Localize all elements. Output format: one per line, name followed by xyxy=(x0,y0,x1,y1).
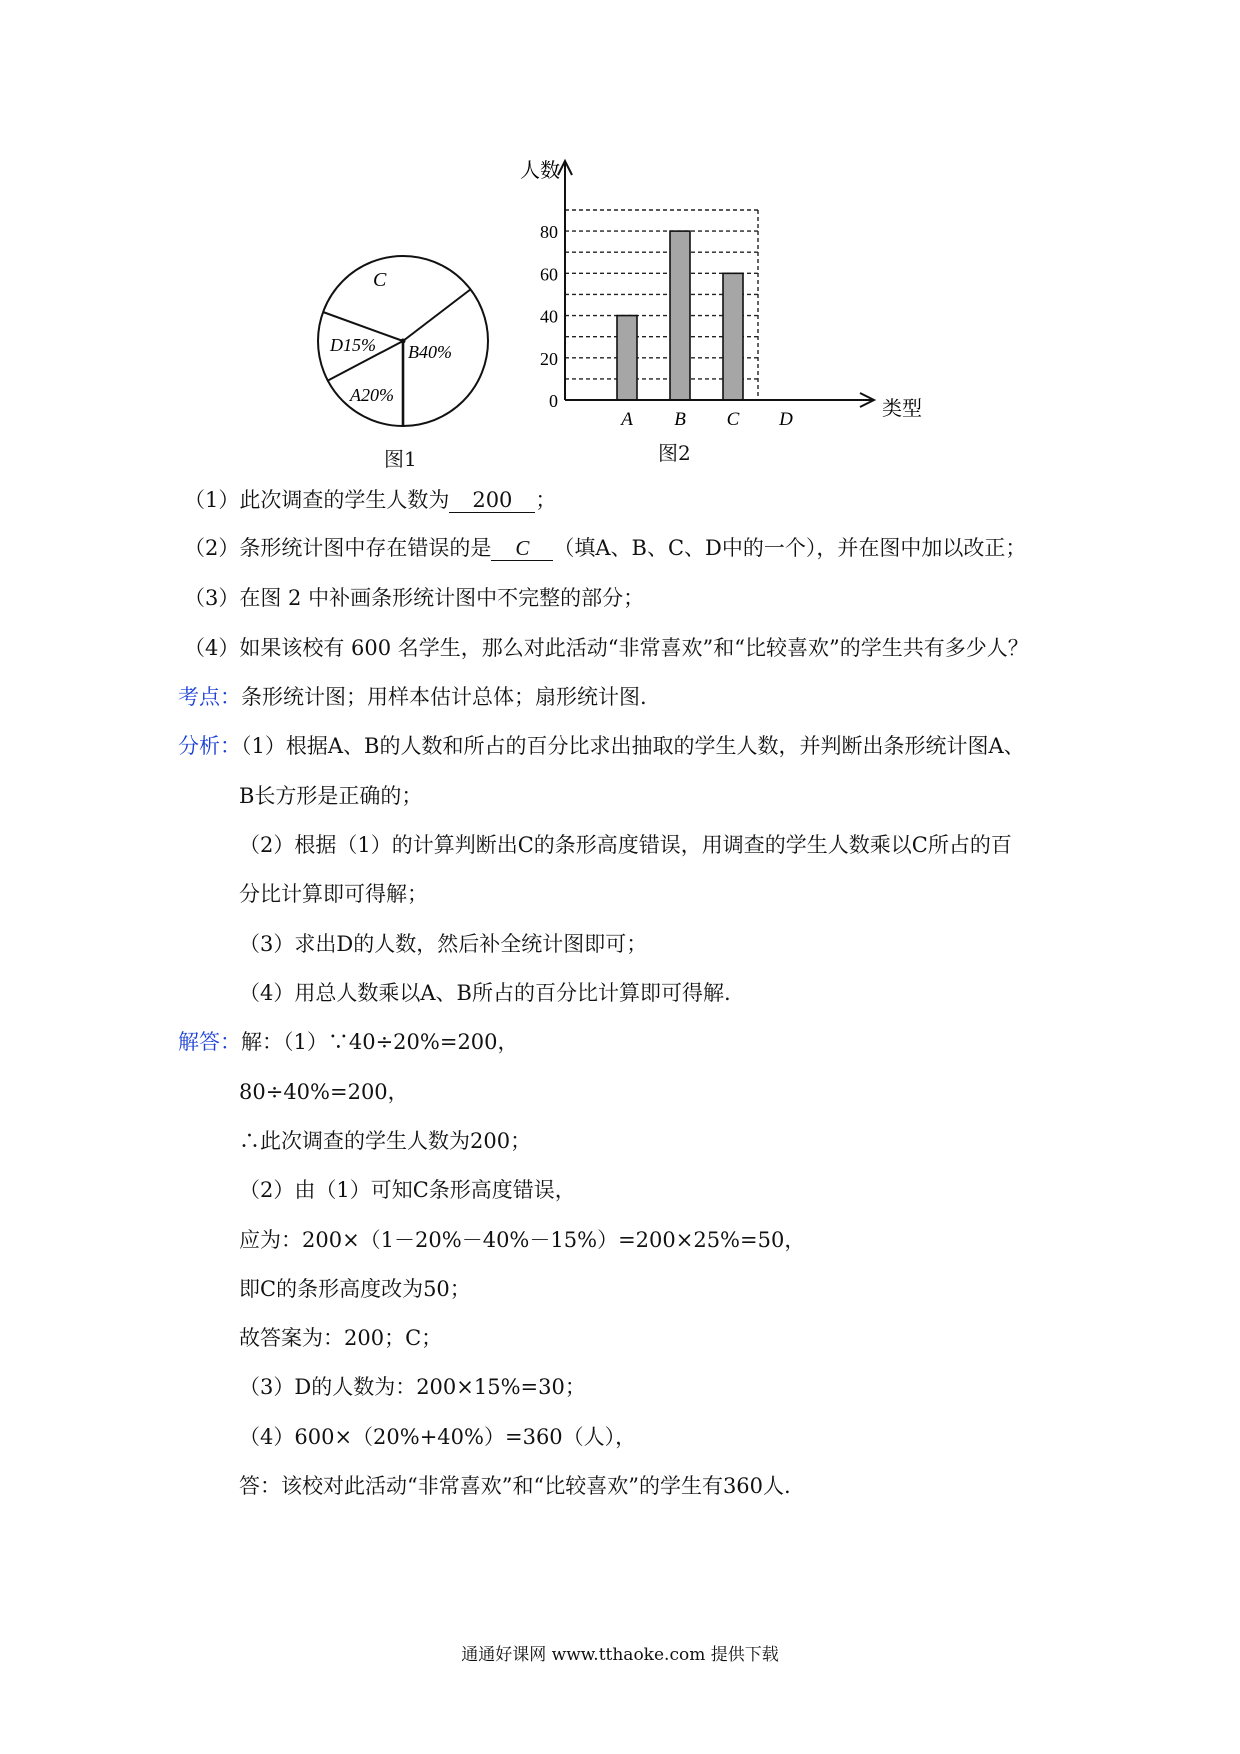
fenxi-line-3: （2）根据（1）的计算判断出C的条形高度错误，用调查的学生人数乘以C所占的百 xyxy=(239,833,1012,857)
pie-label-c: C xyxy=(373,269,387,291)
fenxi-line-2: B长方形是正确的； xyxy=(239,784,423,808)
figure1-caption: 图1 xyxy=(384,447,417,471)
fenxi-line-5: （3）求出D的人数，然后补全统计图即可； xyxy=(239,932,648,956)
x-category-label: C xyxy=(726,409,740,430)
answer-blank-2: C xyxy=(491,536,553,561)
jieda-line-6: 即C的条形高度改为50； xyxy=(239,1277,471,1301)
bar-chart-ylabel: 人数 xyxy=(520,160,560,182)
kaodian-label: 考点： xyxy=(178,685,241,709)
footer: 通通好课网 www.tthaoke.com 提供下载 xyxy=(461,1645,779,1665)
jieda-line-7: 故答案为：200；C； xyxy=(239,1326,443,1350)
pie-label-d: D15% xyxy=(330,335,376,355)
bar-chart xyxy=(520,155,940,445)
fenxi-line-6: （4）用总人数乘以A、B所占的百分比计算即可得解. xyxy=(239,981,731,1005)
question-2-text: （2）条形统计图中存在错误的是 xyxy=(184,536,492,560)
jieda-text-1: 解：（1）∵40÷20%=200， xyxy=(241,1030,519,1054)
question-2-end: （填A、B、C、D中的一个），并在图中加以改正； xyxy=(553,536,1027,560)
jieda-label: 解答： xyxy=(178,1030,241,1054)
fenxi-text-1: （1）根据A、B的人数和所占的百分比求出抽取的学生人数，并判断出条形统计图A、 xyxy=(241,734,1025,758)
question-4: （4）如果该校有 600 名学生，那么对此活动“非常喜欢”和“比较喜欢”的学生共有多少人？ xyxy=(184,636,1029,660)
pie-label-b: B40% xyxy=(408,342,452,362)
pie-label-a: A20% xyxy=(350,385,394,405)
jieda-line-2: 80÷40%=200， xyxy=(239,1080,409,1104)
pie-boundary-b-c xyxy=(403,289,471,341)
y-tick-label: 40 xyxy=(540,306,558,327)
question-1-end: ； xyxy=(535,488,557,512)
jieda-line-4: （2）由（1）可知C条形高度错误， xyxy=(239,1178,576,1202)
bar-B xyxy=(670,231,690,400)
x-category-label: D xyxy=(779,409,793,430)
jieda-line-3: ∴此次调查的学生人数为200； xyxy=(239,1129,532,1153)
question-1-text: （1）此次调查的学生人数为 xyxy=(184,488,450,512)
x-category-label: A xyxy=(621,409,633,430)
bar-C xyxy=(723,273,743,400)
pie-chart xyxy=(300,240,500,440)
answer-blank-1: 200 xyxy=(449,488,535,513)
kaodian xyxy=(178,682,647,712)
jieda-line-5: 应为：200×（1－20%－40%－15%）=200×25%=50， xyxy=(239,1228,806,1252)
jieda-line-8: （3）D的人数为：200×15%=30； xyxy=(239,1375,586,1399)
fenxi-line-4: 分比计算即可得解； xyxy=(239,882,428,906)
fenxi-label: 分析： xyxy=(178,734,241,758)
x-category-label: B xyxy=(674,409,686,430)
bar-chart-xlabel: 类型 xyxy=(882,398,922,420)
y-tick-label: 0 xyxy=(549,391,558,411)
bar-A xyxy=(617,316,637,400)
jieda-line-10: 答：该校对此活动“非常喜欢”和“比较喜欢”的学生有360人. xyxy=(239,1474,791,1498)
y-tick-label: 20 xyxy=(540,348,558,369)
kaodian-text: 条形统计图；用样本估计总体；扇形统计图. xyxy=(241,685,647,709)
pie-center-dot xyxy=(401,339,406,344)
figure2-caption: 图2 xyxy=(658,441,691,465)
jieda-line-9: （4）600×（20%+40%）=360（人）， xyxy=(239,1425,637,1449)
question-2 xyxy=(184,533,1026,563)
fenxi-line-1 xyxy=(178,731,1025,761)
question-3: （3）在图 2 中补画条形统计图中不完整的部分； xyxy=(184,586,645,610)
jieda-line-1 xyxy=(178,1027,519,1057)
y-tick-label: 80 xyxy=(540,222,558,243)
y-tick-label: 60 xyxy=(540,264,558,285)
question-1 xyxy=(184,485,556,515)
